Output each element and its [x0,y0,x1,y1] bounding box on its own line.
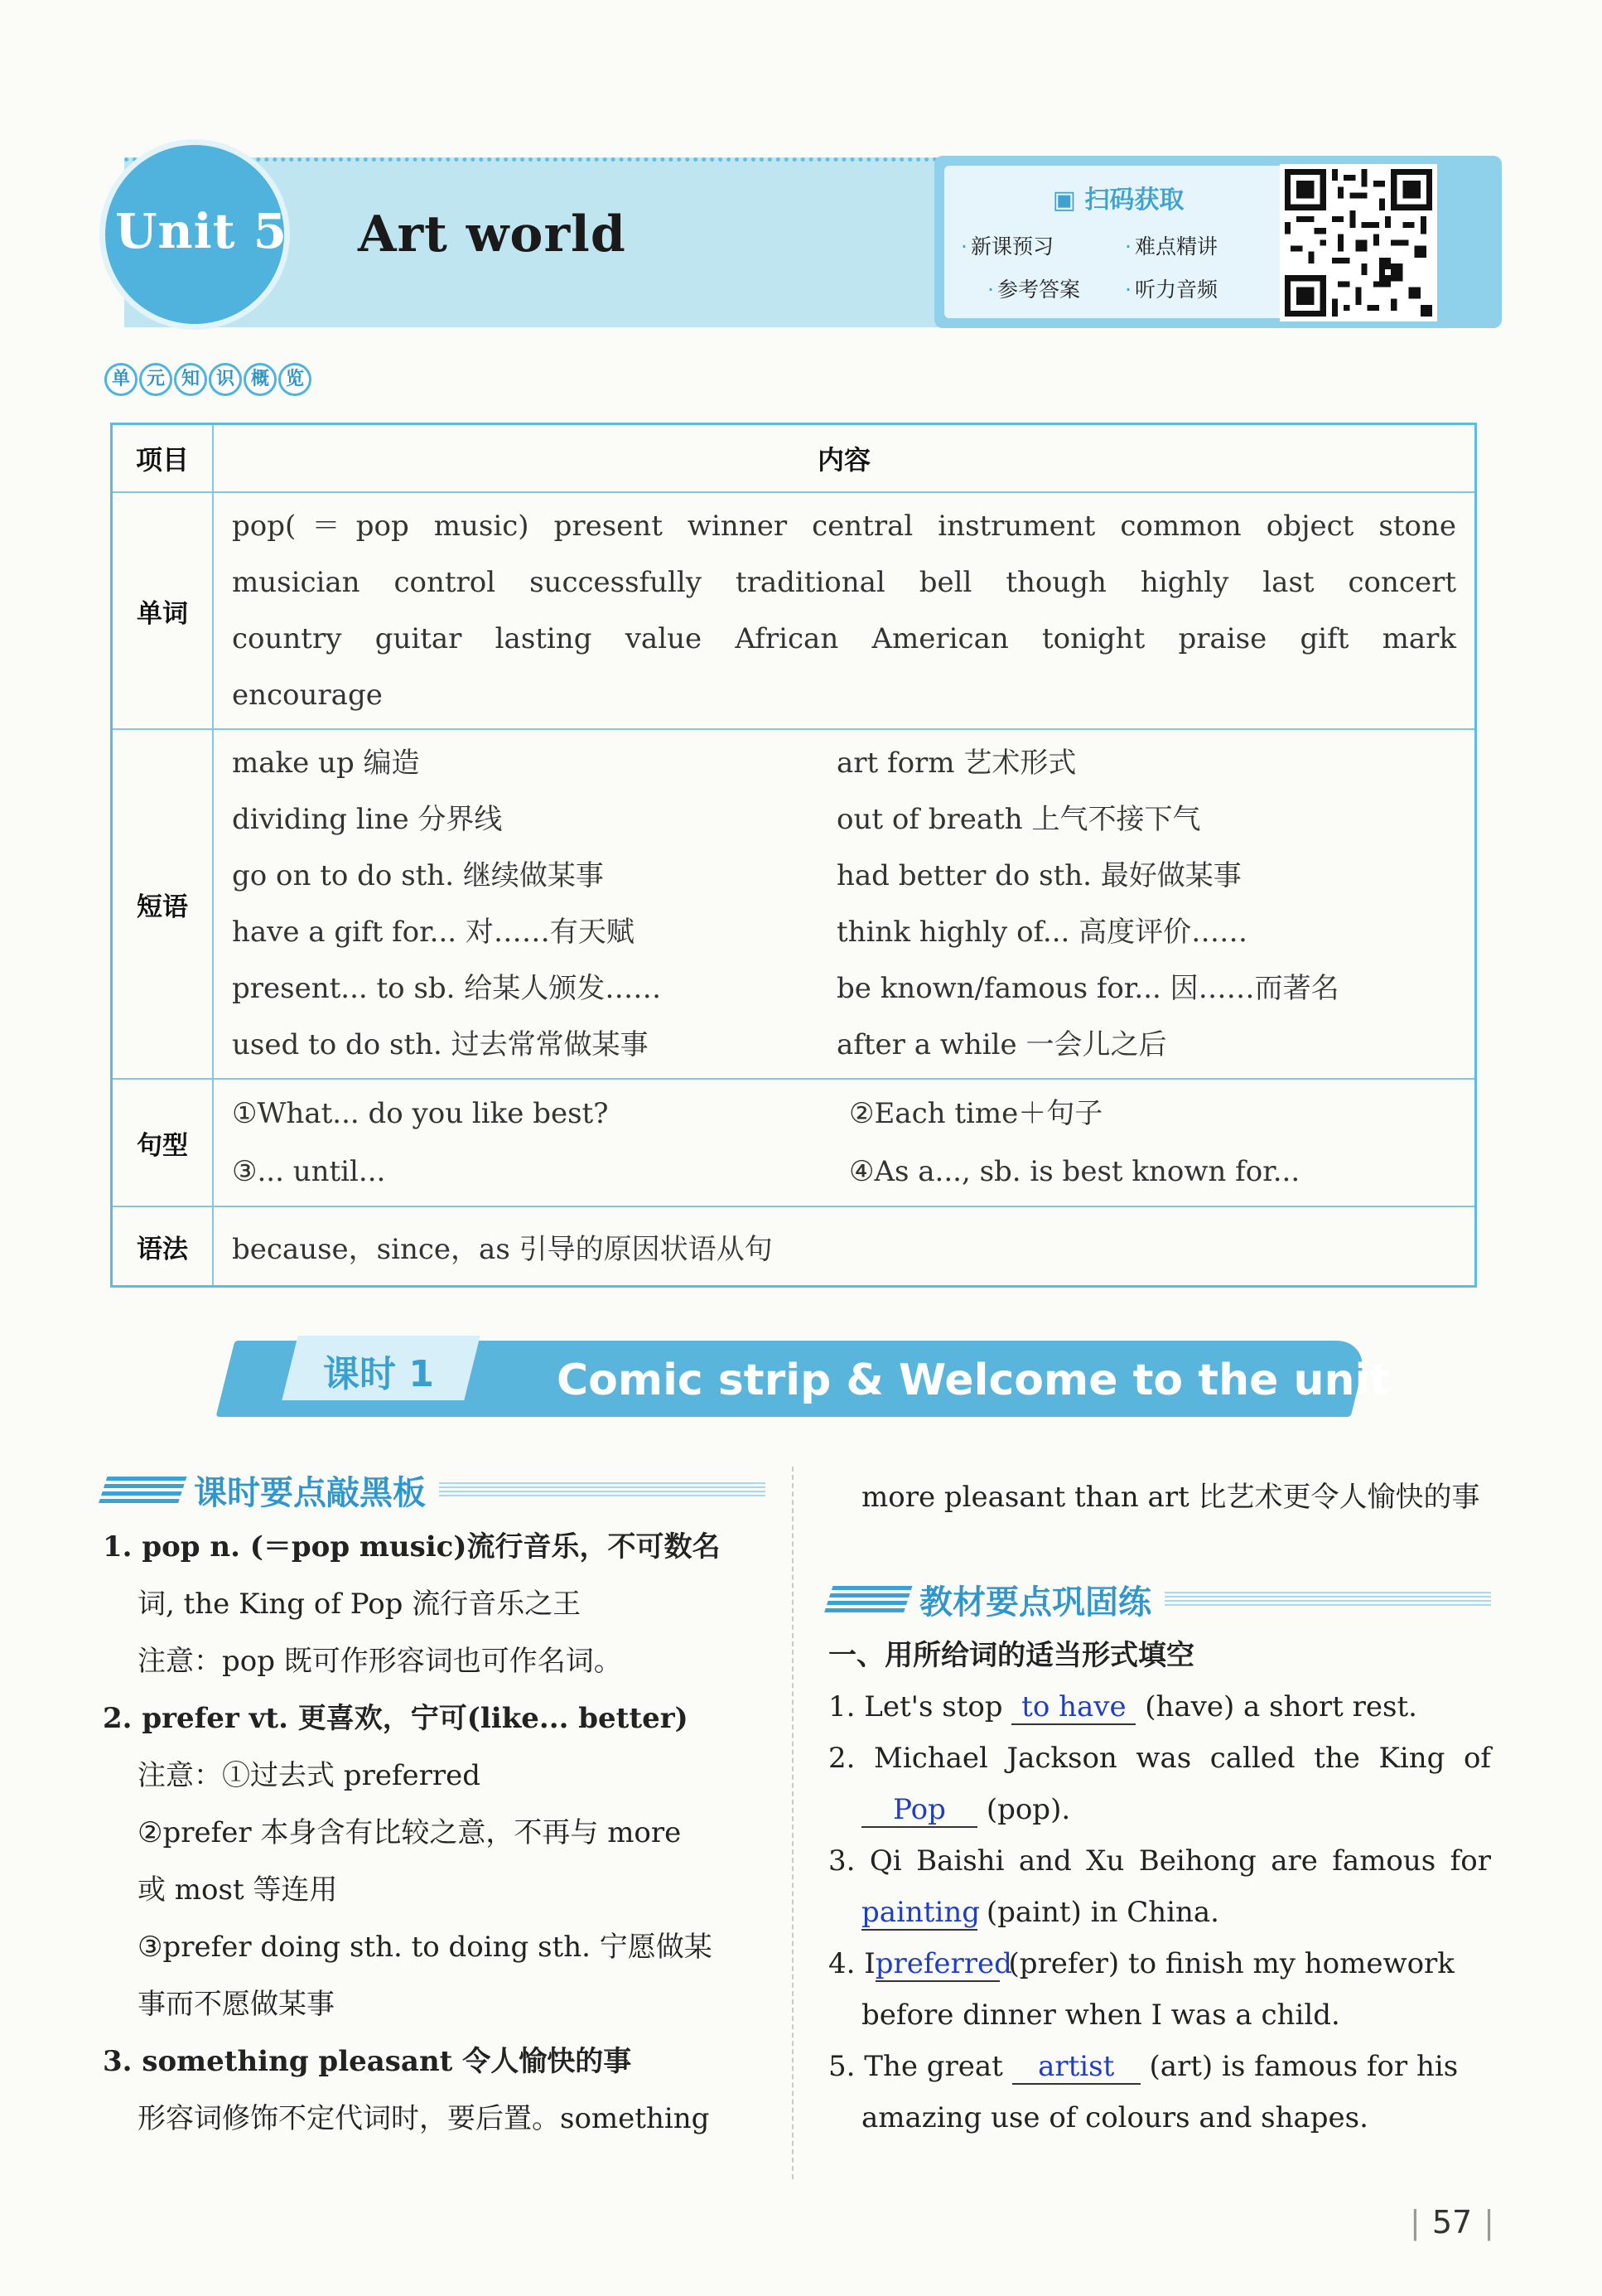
phrase-item: go on to do sth. 继续做某事 [232,859,604,892]
overview-char: 概 [244,363,277,396]
overview-char: 识 [209,363,242,396]
vocab-label: 单词 [112,492,214,729]
exercise-item-cont: before dinner when I was a child. [861,1999,1340,2032]
exercise-item-cont: painting (paint) in China. [828,1887,1491,1938]
answer-blank[interactable]: painting [861,1897,977,1931]
practice-column [828,1467,1491,2144]
vocab-line: country guitar lasting value African American tonight praise gift mark [232,622,1456,655]
key-points-title: 课时要点敲黑板 [194,1474,426,1512]
header-rule [1165,1592,1491,1608]
practice-title: 教材要点巩固练 [919,1583,1151,1622]
note-line: 3. something pleasant 令人愉快的事 [103,2045,632,2078]
phrase-item: out of breath 上气不接下气 [837,803,1201,836]
note-line: 或 most 等连用 [138,1873,338,1907]
phrase-row [112,729,1476,1079]
exercise-item: 5. The great artist (art) is famous for his [828,2041,1491,2092]
answer-blank[interactable]: artist [1012,2051,1141,2085]
scan-icon: ▣ [1052,186,1085,215]
page-number: | 57 | [1398,2204,1506,2240]
note-line: 注意：pop 既可作形容词也可作名词。 [138,1645,622,1678]
overview-char: 元 [139,363,172,396]
exercise-item-cont: amazing use of colours and shapes. [861,2101,1368,2134]
sentence-row [112,1079,1476,1206]
key-points-section [103,1467,765,2148]
phrase-item: had better do sth. 最好做某事 [837,859,1242,892]
exercise-item-cont: Pop (pop). [828,1784,1491,1835]
note-line: 事而不愿做某事 [138,1988,335,2021]
scan-item-difficulty: · 难点精讲 [1125,230,1218,260]
vocab-row [112,492,1476,729]
phrase-item: after a while 一会儿之后 [837,1028,1167,1061]
scan-item-answers: · 参考答案 [987,273,1080,303]
answer-blank[interactable]: preferred [876,1948,1000,1982]
answer-blank[interactable]: Pop [861,1794,977,1828]
sentence-content [213,1079,1476,1206]
vocab-line: pop(＝pop music) present winner central instrument common object stone [232,510,1456,543]
vocab-line: musician control successfully traditional bell though highly last concert [232,566,1456,599]
sentence-item: ④As a..., sb. is best known for... [849,1155,1300,1188]
note-line: 词, the King of Pop 流行音乐之王 [138,1588,581,1621]
note-continued: more pleasant than art 比艺术更令人愉快的事 [861,1481,1480,1514]
note-line: 2. prefer vt. 更喜欢，宁可(like... better) [103,1702,688,1735]
sentence-item: ②Each time＋句子 [849,1097,1103,1130]
note-line: ③prefer doing sth. to doing sth. 宁愿做某 [138,1931,712,1964]
unit-overview-tag [104,363,311,396]
sentence-item: ①What... do you like best? [232,1097,609,1130]
note-line: ②prefer 本身含有比较之意，不再与 more [138,1816,682,1849]
lesson-title: Comic strip & Welcome to the unit [557,1356,1391,1405]
grammar-content: because，since，as 引导的原因状语从句 [213,1206,1476,1287]
unit-title: Art world [358,205,626,263]
key-points-header [103,1467,765,1514]
stripe-icon [823,1586,912,1614]
lesson-number: 课时 1 [323,1353,434,1395]
exercise-item: 2. Michael Jackson was called the King of [828,1742,1492,1775]
header-item: 项目 [112,424,214,493]
phrase-label: 短语 [112,729,214,1079]
scan-item-preview: · 新课预习 [961,230,1054,260]
key-points-list [103,1519,765,2148]
table-header-row [112,424,1476,493]
grammar-row [112,1206,1476,1287]
exercise-item: 3. Qi Baishi and Xu Beihong are famous for [828,1844,1491,1878]
note-line: 注意：①过去式 preferred [138,1759,481,1792]
note-line: 1. pop n. (＝pop music)流行音乐，不可数名 [103,1530,721,1564]
grammar-label: 语法 [112,1206,214,1287]
phrase-item: make up 编造 [232,747,420,780]
exercise-item: 1. Let's stop to have (have) a short rest. [828,1681,1491,1733]
header-rule [439,1482,765,1499]
note-line: 形容词修饰不定代词时，要后置。something [138,2102,710,2135]
phrase-item: present... to sb. 给某人颁发…… [232,972,662,1005]
vocab-content [213,492,1476,729]
overview-char: 单 [104,363,138,396]
overview-char: 览 [278,363,311,396]
exercise-list [828,1630,1491,2144]
header-content: 内容 [213,424,1476,493]
scan-item-audio: · 听力音频 [1125,273,1218,303]
phrase-item: dividing line 分界线 [232,803,503,836]
unit-overview-table [110,423,1477,1288]
overview-char: 知 [174,363,207,396]
answer-blank[interactable]: to have [1011,1691,1136,1725]
sentence-label: 句型 [112,1079,214,1206]
unit-label: Unit 5 [114,203,288,259]
exercise-instruction: 一、用所给词的适当形式填空 [828,1639,1194,1672]
phrase-item: used to do sth. 过去常常做某事 [232,1028,649,1061]
vocab-line: encourage [232,679,383,712]
qr-code[interactable] [1280,164,1437,321]
phrase-item: think highly of... 高度评价…… [837,916,1248,949]
practice-header [828,1576,1491,1623]
column-divider [792,1467,794,2179]
phrase-item: be known/famous for... 因……而著名 [837,972,1339,1005]
phrase-content [213,729,1476,1079]
phrase-item: have a gift for... 对……有天赋 [232,916,635,949]
sentence-item: ③... until... [232,1155,386,1188]
exercise-item: 4. Ipreferred (prefer) to finish my homework [828,1938,1491,1989]
stripe-icon [98,1477,186,1505]
phrase-item: art form 艺术形式 [837,747,1077,780]
scan-title: ▣ 扫码获取 [1052,186,1185,215]
